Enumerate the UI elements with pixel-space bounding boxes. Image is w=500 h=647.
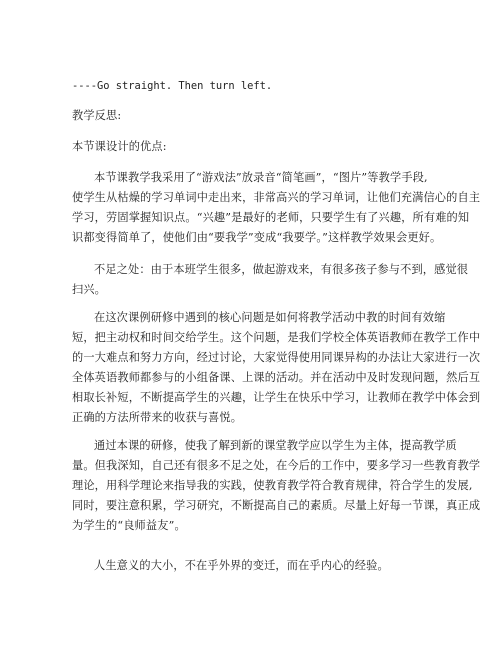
- para4-line-3: 理论，用科学理论来指导我的实践，使教育教学符合教育规律，符合学生的发展,: [72, 479, 473, 492]
- para2-line-1: 不足之处：由于本班学生很多，做起游戏来，有很多孩子参与不到，感觉很: [94, 263, 469, 276]
- para3-line-4: 全体英语教师都参与的小组备课、上课的活动。并在活动中及时发现问题，然后互: [72, 371, 481, 384]
- para1-line-3: 学习，劳固掌握知识点。“兴趣”是最好的老师，只要学生有了兴趣，所有难的知: [72, 211, 470, 224]
- para3-line-1: 在这次课例研修中遇到的核心问题是如何将教学活动中教的时间有效缩: [94, 311, 446, 324]
- para4-line-2: 量。但我深知，自己还有很多不足之处，在今后的工作中，要多学习一些教育教学: [72, 459, 481, 472]
- para3-line-2: 短，把主动权和时间交给学生。这个问题，是我们学校全体英语教师在教学工作中: [72, 331, 481, 344]
- para4-line-5: 为学生的“良师益友”。: [72, 519, 186, 532]
- closing-line: 人生意义的大小，不在乎外界的变迁，而在乎内心的经验。: [94, 559, 389, 572]
- para3-line-3: 的一大难点和努力方向，经过讨论，大家觉得使用同课异构的办法让大家进行一次: [72, 351, 481, 364]
- para1-line-1: 本节课教学我采用了“游戏法”放录音“简笔画”，“图片”等教学手段,: [94, 171, 428, 184]
- para1-line-2: 使学生从枯燥的学习单词中走出来，非常高兴的学习单词，让他们充满信心的自主: [72, 191, 481, 204]
- para3-line-6: 正确的方法所带来的收获与喜悦。: [72, 411, 243, 424]
- para1-line-4: 识都变得简单了，使他们由“要我学”变成“我要学。”这样教学效果会更好。: [72, 231, 442, 244]
- heading-merits: 本节课设计的优点:: [72, 140, 167, 153]
- dialog-line: ----Go straight. Then turn left.: [72, 80, 273, 92]
- para4-line-4: 同时，要注意积累，学习研究，不断提高自己的素质。尽量上好每一节课，真正成: [72, 499, 481, 512]
- para4-line-1: 通过本课的研修，使我了解到新的课堂教学应以学生为主体，提高教学质: [94, 439, 457, 452]
- para3-line-5: 相取长补短，不断提高学生的兴趣，让学生在快乐中学习，让教师在教学中体会到: [72, 391, 481, 404]
- heading-reflection: 教学反思:: [72, 109, 122, 122]
- para2-line-2: 扫兴。: [72, 283, 107, 296]
